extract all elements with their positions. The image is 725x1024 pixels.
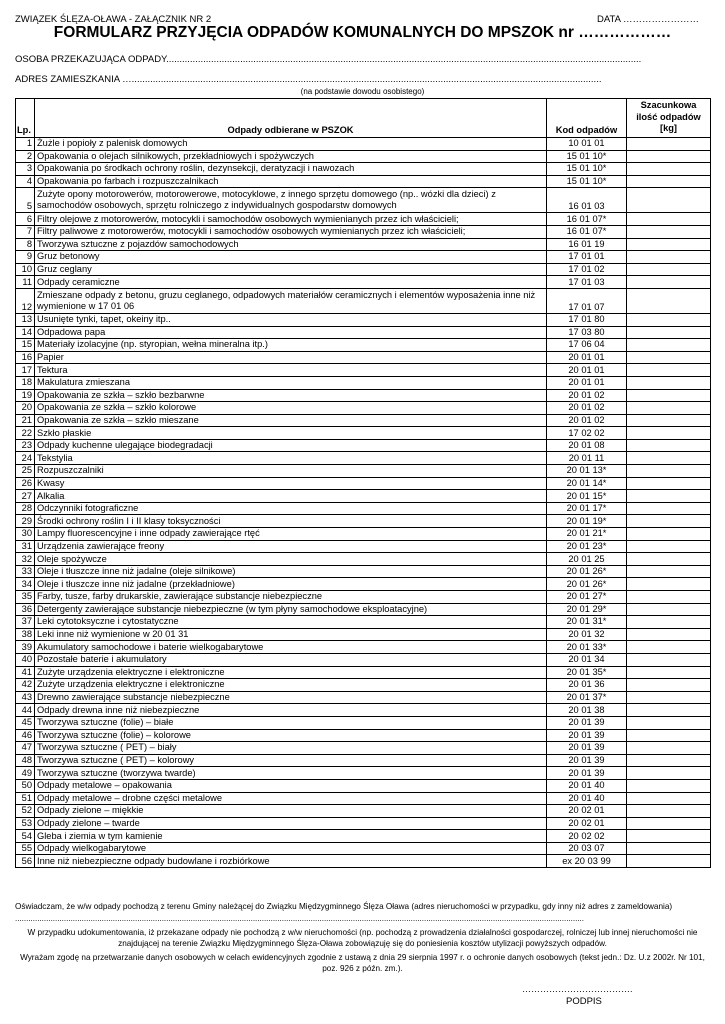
waste-name: Środki ochrony roślin I i II klasy toksyczności [35,515,547,528]
waste-code: 20 01 02 [547,414,627,427]
waste-code: 16 01 07* [547,225,627,238]
quantity-input-cell[interactable] [627,553,711,566]
quantity-input-cell[interactable] [627,591,711,604]
waste-name: Akumulatory samochodowe i baterie wielkogabarytowe [35,641,547,654]
quantity-input-cell[interactable] [627,603,711,616]
row-number: 33 [16,565,35,578]
table-row [16,163,711,176]
row-number: 19 [16,389,35,402]
waste-name: Odpady wielkogabarytowe [35,842,547,855]
waste-code: 20 01 01 [547,376,627,389]
quantity-input-cell[interactable] [627,641,711,654]
waste-name: Filtry paliwowe z motorowerów, motocykli i samochodów osobowych wymienianych przez ich właścicieli; [35,225,547,238]
waste-name: Oleje spożywcze [35,553,547,566]
quantity-input-cell[interactable] [627,817,711,830]
waste-code: 16 01 07* [547,213,627,226]
row-number: 50 [16,779,35,792]
waste-code: 20 01 02 [547,389,627,402]
address-field[interactable]: ADRES ZAMIESZKANIA ….................................................................................................................................................................................. [15,74,602,85]
data-consent: Wyrażam zgodę na przetwarzanie danych osobowych w celach ewidencyjnych zgodnie z ustawą z dnia 29 sierpnia 1997 r. o ochronie danych osobowych (tekst jedn.: Dz. U.z 2002r. Nr 101, poz. 926 z późn. zm.). [20,953,705,973]
row-number: 53 [16,817,35,830]
row-number: 14 [16,326,35,339]
table-row [16,150,711,163]
waste-code: 20 01 39 [547,716,627,729]
quantity-input-cell[interactable] [627,628,711,641]
waste-code: 20 01 25 [547,553,627,566]
waste-name: Opakowania po środkach ochrony roślin, dezynsekcji, deratyzacji i nawozach [35,163,547,176]
table-row [16,251,711,264]
waste-code: 17 02 02 [547,427,627,440]
table-row [16,666,711,679]
quantity-input-cell[interactable] [627,729,711,742]
waste-name: Odpadowa papa [35,326,547,339]
waste-code: 20 01 17* [547,502,627,515]
quantity-input-cell[interactable] [627,679,711,692]
quantity-input-cell[interactable] [627,830,711,843]
waste-name: Odpady zielone – twarde [35,817,547,830]
row-number: 24 [16,452,35,465]
table-row [16,465,711,478]
quantity-input-cell[interactable] [627,691,711,704]
row-number: 21 [16,414,35,427]
table-row [16,238,711,251]
quantity-input-cell[interactable] [627,742,711,755]
waste-code: 20 01 26* [547,578,627,591]
row-number: 3 [16,163,35,176]
table-row [16,288,711,313]
quantity-input-cell[interactable] [627,704,711,717]
waste-code: 20 02 02 [547,830,627,843]
waste-name: Gruz betonowy [35,251,547,264]
table-row [16,792,711,805]
waste-code: 17 01 80 [547,313,627,326]
quantity-input-cell[interactable] [627,805,711,818]
table-row [16,427,711,440]
quantity-input-cell[interactable] [627,188,711,213]
waste-name: Opakowania po farbach i rozpuszczalnikach [35,175,547,188]
waste-name: Odpady metalowe – opakowania [35,779,547,792]
waste-name: Materiały izolacyjne (np. styropian, wełna mineralna itp.) [35,339,547,352]
column-header-waste: Odpady odbierane w PSZOK [35,99,547,138]
waste-code: 20 01 36 [547,679,627,692]
waste-name: Odpady metalowe – drobne części metalowe [35,792,547,805]
table-row [16,528,711,541]
table-row [16,414,711,427]
quantity-input-cell[interactable] [627,465,711,478]
quantity-input-cell[interactable] [627,238,711,251]
table-row [16,339,711,352]
quantity-input-cell[interactable] [627,150,711,163]
address-dots-line[interactable]: ................................................................................................................................................................................................................................................................ [15,914,584,923]
waste-code: 20 01 08 [547,439,627,452]
row-number: 30 [16,528,35,541]
person-field[interactable]: OSOBA PRZEKAZUJĄCA ODPADY.................................................................................................................................................................................... [15,54,642,65]
row-number: 27 [16,490,35,503]
waste-code: 17 06 04 [547,339,627,352]
waste-code: 20 01 23* [547,540,627,553]
waste-code: 20 01 39 [547,754,627,767]
table-row [16,742,711,755]
waste-name: Rozpuszczalniki [35,465,547,478]
waste-code: 20 01 40 [547,792,627,805]
quantity-input-cell[interactable] [627,288,711,313]
waste-name: Opakowania ze szkła – szkło mieszane [35,414,547,427]
waste-code: 20 01 13* [547,465,627,478]
row-number: 25 [16,465,35,478]
row-number: 37 [16,616,35,629]
row-number: 54 [16,830,35,843]
quantity-input-cell[interactable] [627,792,711,805]
quantity-input-cell[interactable] [627,364,711,377]
waste-name: Alkalia [35,490,547,503]
waste-name: Urządzenia zawierające freony [35,540,547,553]
waste-code: 20 01 11 [547,452,627,465]
waste-name: Opakowania ze szkła – szkło kolorowe [35,402,547,415]
waste-code: 20 03 07 [547,842,627,855]
row-number: 40 [16,653,35,666]
quantity-input-cell[interactable] [627,528,711,541]
waste-code: 20 01 39 [547,742,627,755]
waste-name: Lampy fluorescencyjne i inne odpady zawierające rtęć [35,528,547,541]
waste-code: 20 01 31* [547,616,627,629]
quantity-input-cell[interactable] [627,754,711,767]
row-number: 5 [16,188,35,213]
waste-code: 15 01 10* [547,163,627,176]
row-number: 38 [16,628,35,641]
table-row [16,565,711,578]
waste-code: 20 01 40 [547,779,627,792]
quantity-input-cell[interactable] [627,414,711,427]
row-number: 36 [16,603,35,616]
waste-code: 20 01 34 [547,653,627,666]
waste-name: Zmieszane odpady z betonu, gruzu ceglanego, odpadowych materiałów ceramicznych i elementów wyposażenia inne niż wymienione w 17 01 06 [35,288,547,313]
waste-code: 20 01 26* [547,565,627,578]
table-row [16,213,711,226]
row-number: 18 [16,376,35,389]
table-row [16,263,711,276]
column-header-lp: Lp. [16,99,35,138]
row-number: 42 [16,679,35,692]
table-row [16,578,711,591]
waste-code: 20 01 01 [547,364,627,377]
origin-declaration: Oświadczam, że w/w odpady pochodzą z terenu Gminy należącej do Związku Międzygminnego Ślęza Oława (adres nieruchomości w przypadku, gdy inny niż adres z zameldowania) [15,902,673,911]
waste-code: 20 02 01 [547,805,627,818]
quantity-input-cell[interactable] [627,767,711,780]
table-row [16,679,711,692]
row-number: 17 [16,364,35,377]
table-row [16,616,711,629]
waste-name: Oleje i tłuszcze inne niż jadalne (przekładniowe) [35,578,547,591]
table-row [16,779,711,792]
quantity-input-cell[interactable] [627,213,711,226]
quantity-input-cell[interactable] [627,779,711,792]
quantity-input-cell[interactable] [627,351,711,364]
quantity-input-cell[interactable] [627,477,711,490]
quantity-input-cell[interactable] [627,427,711,440]
row-number: 55 [16,842,35,855]
table-row [16,225,711,238]
waste-name: Odpady zielone – miękkie [35,805,547,818]
quantity-input-cell[interactable] [627,163,711,176]
waste-name: Tworzywa sztuczne z pojazdów samochodowych [35,238,547,251]
row-number: 44 [16,704,35,717]
table-row [16,175,711,188]
table-row [16,591,711,604]
quantity-input-cell[interactable] [627,578,711,591]
quantity-input-cell[interactable] [627,855,711,868]
row-number: 22 [16,427,35,440]
table-row [16,855,711,868]
row-number: 39 [16,641,35,654]
row-number: 49 [16,767,35,780]
row-number: 13 [16,313,35,326]
date-field[interactable]: DATA …………………… [597,14,700,25]
table-row [16,653,711,666]
waste-code: 20 01 15* [547,490,627,503]
row-number: 10 [16,263,35,276]
table-row [16,188,711,213]
table-row [16,477,711,490]
table-row [16,389,711,402]
waste-name: Odpady kuchenne ulegające biodegradacji [35,439,547,452]
waste-name: Tworzywa sztuczne (folie) – białe [35,716,547,729]
row-number: 41 [16,666,35,679]
waste-code: 20 01 39 [547,729,627,742]
column-header-code: Kod odpadów [547,99,627,138]
waste-code: 17 01 03 [547,276,627,289]
row-number: 15 [16,339,35,352]
table-row [16,729,711,742]
waste-code: 16 01 03 [547,188,627,213]
waste-name: Tworzywa sztuczne ( PET) – kolorowy [35,754,547,767]
row-number: 31 [16,540,35,553]
table-row [16,817,711,830]
cost-notice: W przypadku udokumentowania, iż przekazane odpady nie pochodzą z w/w nieruchomości (np. pochodzą z prowadzenia działalności gospodarczej, rolniczej lub innej nieruchomości nie znajdującej na terenie Związku Międzygminnego Ślęza-Oława zobowiązuję się do poniesienia kosztów utylizacji powyższych odpadów. [27,928,698,948]
waste-name: Leki inne niż wymienione w 20 01 31 [35,628,547,641]
quantity-input-cell[interactable] [627,339,711,352]
waste-name: Drewno zawierające substancje niebezpieczne [35,691,547,704]
waste-name: Opakowania ze szkła – szkło bezbarwne [35,389,547,402]
row-number: 45 [16,716,35,729]
row-number: 12 [16,288,35,313]
table-row [16,704,711,717]
row-number: 26 [16,477,35,490]
quantity-input-cell[interactable] [627,389,711,402]
id-note: (na podstawie dowodu osobistego) [300,87,425,96]
table-row [16,515,711,528]
row-number: 51 [16,792,35,805]
waste-name: Odpady drewna inne niż niebezpieczne [35,704,547,717]
waste-code: 20 01 32 [547,628,627,641]
table-row [16,691,711,704]
waste-code: 20 01 38 [547,704,627,717]
row-number: 9 [16,251,35,264]
table-row [16,313,711,326]
row-number: 48 [16,754,35,767]
quantity-input-cell[interactable] [627,842,711,855]
table-row [16,540,711,553]
waste-name: Szkło płaskie [35,427,547,440]
waste-code: 20 02 01 [547,817,627,830]
table-row [16,376,711,389]
signature-line[interactable]: ………………………………. [522,984,633,994]
quantity-input-cell[interactable] [627,402,711,415]
waste-name: Tworzywa sztuczne (tworzywa twarde) [35,767,547,780]
quantity-input-cell[interactable] [627,313,711,326]
table-row [16,326,711,339]
table-row [16,754,711,767]
quantity-input-cell[interactable] [627,376,711,389]
waste-name: Tekstylia [35,452,547,465]
waste-name: Farby, tusze, farby drukarskie, zawierające substancje niebezpieczne [35,591,547,604]
waste-code: 15 01 10* [547,175,627,188]
waste-name: Tworzywa sztuczne ( PET) – biały [35,742,547,755]
waste-name: Odczynniki fotograficzne [35,502,547,515]
column-header-quantity: Szacunkowa ilość odpadów [kg] [627,99,711,138]
table-row [16,641,711,654]
waste-name: Odpady ceramiczne [35,276,547,289]
waste-code: 20 01 21* [547,528,627,541]
waste-name: Zużyte urządzenia elektryczne i elektroniczne [35,666,547,679]
waste-name: Zużyte urządzenia elektryczne i elektroniczne [35,679,547,692]
row-number: 28 [16,502,35,515]
row-number: 2 [16,150,35,163]
waste-code: 16 01 19 [547,238,627,251]
quantity-input-cell[interactable] [627,138,711,151]
table-row [16,716,711,729]
row-number: 8 [16,238,35,251]
header-association: ZWIĄZEK ŚLĘZA-OŁAWA - ZAŁĄCZNIK NR 2 [15,14,212,25]
row-number: 34 [16,578,35,591]
form-title: FORMULARZ PRZYJĘCIA ODPADÓW KOMUNALNYCH DO MPSZOK nr ……………… [53,24,672,41]
row-number: 35 [16,591,35,604]
waste-code: 20 01 35* [547,666,627,679]
quantity-input-cell[interactable] [627,452,711,465]
row-number: 29 [16,515,35,528]
waste-name: Gleba i ziemia w tym kamienie [35,830,547,843]
waste-name: Tektura [35,364,547,377]
table-row [16,364,711,377]
waste-name: Leki cytotoksyczne i cytostatyczne [35,616,547,629]
quantity-input-cell[interactable] [627,326,711,339]
waste-name: Oleje i tłuszcze inne niż jadalne (oleje silnikowe) [35,565,547,578]
table-row [16,490,711,503]
row-number: 7 [16,225,35,238]
table-row [16,452,711,465]
table-row [16,830,711,843]
quantity-input-cell[interactable] [627,276,711,289]
row-number: 56 [16,855,35,868]
table-row [16,351,711,364]
table-row [16,767,711,780]
table-row [16,276,711,289]
waste-name: Papier [35,351,547,364]
quantity-input-cell[interactable] [627,616,711,629]
quantity-input-cell[interactable] [627,515,711,528]
waste-name: Pozostałe baterie i akumulatory [35,653,547,666]
table-row [16,805,711,818]
row-number: 52 [16,805,35,818]
waste-name: Makulatura zmieszana [35,376,547,389]
quantity-input-cell[interactable] [627,490,711,503]
quantity-input-cell[interactable] [627,540,711,553]
quantity-input-cell[interactable] [627,175,711,188]
quantity-input-cell[interactable] [627,502,711,515]
waste-name: Inne niż niebezpieczne odpady budowlane i rozbiórkowe [35,855,547,868]
row-number: 20 [16,402,35,415]
waste-table [15,98,711,868]
waste-code: 20 01 39 [547,767,627,780]
row-number: 11 [16,276,35,289]
waste-name: Filtry olejowe z motorowerów, motocykli i samochodów osobowych wymienianych przez ich właścicieli; [35,213,547,226]
table-row [16,553,711,566]
row-number: 6 [16,213,35,226]
table-row [16,402,711,415]
waste-code: 15 01 10* [547,150,627,163]
waste-name: Kwasy [35,477,547,490]
waste-code: 17 01 01 [547,251,627,264]
waste-code: 20 01 27* [547,591,627,604]
quantity-input-cell[interactable] [627,263,711,276]
quantity-input-cell[interactable] [627,439,711,452]
quantity-input-cell[interactable] [627,251,711,264]
table-row [16,439,711,452]
signature-label: PODPIS [566,996,602,1007]
quantity-input-cell[interactable] [627,225,711,238]
waste-code: ex 20 03 99 [547,855,627,868]
waste-code: 20 01 14* [547,477,627,490]
row-number: 47 [16,742,35,755]
row-number: 32 [16,553,35,566]
table-row [16,502,711,515]
waste-name: Gruz ceglany [35,263,547,276]
table-row [16,138,711,151]
row-number: 46 [16,729,35,742]
waste-code: 20 01 19* [547,515,627,528]
row-number: 23 [16,439,35,452]
table-row [16,628,711,641]
row-number: 16 [16,351,35,364]
quantity-input-cell[interactable] [627,666,711,679]
row-number: 1 [16,138,35,151]
waste-code: 20 01 33* [547,641,627,654]
row-number: 4 [16,175,35,188]
waste-name: Detergenty zawierające substancje niebezpieczne (w tym płyny samochodowe eksploatacyjne) [35,603,547,616]
waste-name: Tworzywa sztuczne (folie) – kolorowe [35,729,547,742]
waste-code: 20 01 29* [547,603,627,616]
waste-name: Żużle i popioły z palenisk domowych [35,138,547,151]
quantity-input-cell[interactable] [627,653,711,666]
quantity-input-cell[interactable] [627,565,711,578]
waste-code: 17 01 02 [547,263,627,276]
waste-code: 17 03 80 [547,326,627,339]
waste-name: Opakowania o olejach silnikowych, przekładniowych i spożywczych [35,150,547,163]
quantity-input-cell[interactable] [627,716,711,729]
waste-code: 20 01 37* [547,691,627,704]
waste-code: 20 01 02 [547,402,627,415]
waste-code: 17 01 07 [547,288,627,313]
waste-code: 10 01 01 [547,138,627,151]
table-row [16,603,711,616]
waste-code: 20 01 01 [547,351,627,364]
table-row [16,842,711,855]
waste-name: Zużyte opony motorowerów, motorowerowe, motocyklowe, z innego sprzętu domowego (np.. wózki dla dzieci) z samochodów osobowych, sprzętu rolniczego z indywidualnych gospodarstw domowych [35,188,547,213]
row-number: 43 [16,691,35,704]
waste-name: Usunięte tynki, tapet, okeiny itp.. [35,313,547,326]
